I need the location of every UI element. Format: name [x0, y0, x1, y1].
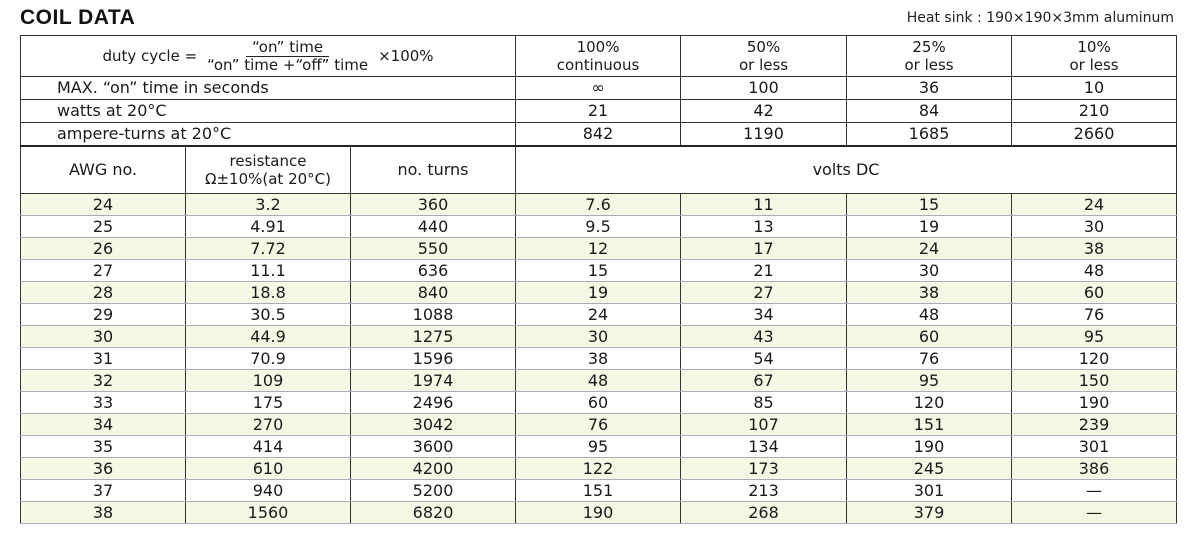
volts-10-cell: — [1012, 480, 1177, 502]
spec-value: 100 [681, 77, 847, 100]
spec-label: watts at 20°C [21, 100, 516, 123]
volts-25-cell: 301 [847, 480, 1012, 502]
volts-25-cell: 379 [847, 502, 1012, 524]
volts-dc-header: volts DC [516, 146, 1177, 194]
spec-value: 2660 [1012, 123, 1177, 147]
duty-column-100: 100% continuous [516, 36, 681, 77]
turns-cell: 2496 [351, 392, 516, 414]
spec-row-ampere-turns [21, 123, 1177, 147]
volts-25-cell: 245 [847, 458, 1012, 480]
awg-cell: 27 [21, 260, 186, 282]
resistance-cell: 18.8 [186, 282, 351, 304]
table-row [21, 238, 1177, 260]
volts-10-cell: 76 [1012, 304, 1177, 326]
turns-cell: 440 [351, 216, 516, 238]
awg-header: AWG no. [21, 146, 186, 194]
volts-10-cell: 150 [1012, 370, 1177, 392]
resistance-cell: 414 [186, 436, 351, 458]
volts-50-cell: 268 [681, 502, 847, 524]
volts-25-cell: 15 [847, 194, 1012, 216]
volts-100-cell: 15 [516, 260, 681, 282]
table-row [21, 326, 1177, 348]
spec-value: 1685 [847, 123, 1012, 147]
spec-row-watts [21, 100, 1177, 123]
volts-50-cell: 17 [681, 238, 847, 260]
awg-cell: 24 [21, 194, 186, 216]
volts-10-cell: 60 [1012, 282, 1177, 304]
table-row [21, 392, 1177, 414]
volts-25-cell: 60 [847, 326, 1012, 348]
volts-10-cell: 301 [1012, 436, 1177, 458]
page-title: COIL DATA [20, 6, 136, 29]
volts-100-cell: 122 [516, 458, 681, 480]
turns-cell: 1275 [351, 326, 516, 348]
heat-sink-note: Heat sink : 190×190×3mm aluminum [906, 10, 1174, 26]
volts-100-cell: 190 [516, 502, 681, 524]
volts-25-cell: 24 [847, 238, 1012, 260]
volts-50-cell: 107 [681, 414, 847, 436]
volts-10-cell: — [1012, 502, 1177, 524]
volts-25-cell: 190 [847, 436, 1012, 458]
volts-100-cell: 24 [516, 304, 681, 326]
volts-100-cell: 60 [516, 392, 681, 414]
spec-label: MAX. “on” time in seconds [21, 77, 516, 100]
volts-10-cell: 190 [1012, 392, 1177, 414]
volts-25-cell: 151 [847, 414, 1012, 436]
volts-50-cell: 11 [681, 194, 847, 216]
volts-100-cell: 151 [516, 480, 681, 502]
volts-50-cell: 173 [681, 458, 847, 480]
spec-value: 210 [1012, 100, 1177, 123]
table-row [21, 502, 1177, 524]
volts-100-cell: 38 [516, 348, 681, 370]
spec-value: ∞ [516, 77, 681, 100]
duty-column-25: 25% or less [847, 36, 1012, 77]
turns-cell: 1974 [351, 370, 516, 392]
volts-25-cell: 76 [847, 348, 1012, 370]
awg-cell: 30 [21, 326, 186, 348]
volts-50-cell: 54 [681, 348, 847, 370]
volts-100-cell: 76 [516, 414, 681, 436]
volts-50-cell: 43 [681, 326, 847, 348]
turns-cell: 360 [351, 194, 516, 216]
duty-column-50: 50% or less [681, 36, 847, 77]
resistance-cell: 940 [186, 480, 351, 502]
turns-cell: 840 [351, 282, 516, 304]
volts-100-cell: 12 [516, 238, 681, 260]
awg-cell: 34 [21, 414, 186, 436]
table-row [21, 282, 1177, 304]
volts-50-cell: 134 [681, 436, 847, 458]
volts-10-cell: 239 [1012, 414, 1177, 436]
volts-25-cell: 38 [847, 282, 1012, 304]
turns-cell: 3600 [351, 436, 516, 458]
spec-value: 42 [681, 100, 847, 123]
volts-10-cell: 95 [1012, 326, 1177, 348]
duty-cycle-header-row [21, 36, 1177, 77]
resistance-cell: 70.9 [186, 348, 351, 370]
volts-50-cell: 21 [681, 260, 847, 282]
spec-value: 36 [847, 77, 1012, 100]
resistance-cell: 30.5 [186, 304, 351, 326]
turns-cell: 3042 [351, 414, 516, 436]
turns-cell: 1596 [351, 348, 516, 370]
awg-cell: 25 [21, 216, 186, 238]
volts-10-cell: 38 [1012, 238, 1177, 260]
volts-25-cell: 95 [847, 370, 1012, 392]
volts-25-cell: 48 [847, 304, 1012, 326]
resistance-cell: 11.1 [186, 260, 351, 282]
table-row [21, 458, 1177, 480]
formula-denominator: “on” time +“off” time [207, 55, 369, 74]
resistance-cell: 175 [186, 392, 351, 414]
turns-header: no. turns [351, 146, 516, 194]
volts-50-cell: 85 [681, 392, 847, 414]
resistance-cell: 270 [186, 414, 351, 436]
table-row [21, 194, 1177, 216]
volts-50-cell: 27 [681, 282, 847, 304]
awg-cell: 31 [21, 348, 186, 370]
resistance-cell: 3.2 [186, 194, 351, 216]
volts-50-cell: 213 [681, 480, 847, 502]
awg-cell: 38 [21, 502, 186, 524]
volts-100-cell: 19 [516, 282, 681, 304]
volts-25-cell: 120 [847, 392, 1012, 414]
table-row [21, 436, 1177, 458]
formula-suffix: ×100% [378, 47, 434, 65]
table-row [21, 216, 1177, 238]
volts-100-cell: 7.6 [516, 194, 681, 216]
table-row [21, 348, 1177, 370]
table-row [21, 480, 1177, 502]
table-row [21, 414, 1177, 436]
table-row [21, 304, 1177, 326]
resistance-cell: 44.9 [186, 326, 351, 348]
resistance-cell: 610 [186, 458, 351, 480]
resistance-cell: 7.72 [186, 238, 351, 260]
volts-100-cell: 95 [516, 436, 681, 458]
awg-cell: 29 [21, 304, 186, 326]
spec-value: 21 [516, 100, 681, 123]
spec-label: ampere-turns at 20°C [21, 123, 516, 147]
turns-cell: 1088 [351, 304, 516, 326]
spec-value: 842 [516, 123, 681, 147]
spec-value: 1190 [681, 123, 847, 147]
formula-numerator: “on” time [246, 40, 329, 57]
awg-cell: 33 [21, 392, 186, 414]
resistance-cell: 1560 [186, 502, 351, 524]
volts-10-cell: 386 [1012, 458, 1177, 480]
volts-50-cell: 67 [681, 370, 847, 392]
awg-cell: 32 [21, 370, 186, 392]
turns-cell: 636 [351, 260, 516, 282]
spec-row-max-on-time [21, 77, 1177, 100]
volts-100-cell: 9.5 [516, 216, 681, 238]
table-row [21, 260, 1177, 282]
volts-10-cell: 48 [1012, 260, 1177, 282]
volts-100-cell: 48 [516, 370, 681, 392]
turns-cell: 6820 [351, 502, 516, 524]
volts-10-cell: 24 [1012, 194, 1177, 216]
formula-prefix: duty cycle = [102, 47, 198, 65]
turns-cell: 550 [351, 238, 516, 260]
awg-cell: 37 [21, 480, 186, 502]
table-row [21, 370, 1177, 392]
volts-25-cell: 30 [847, 260, 1012, 282]
volts-50-cell: 13 [681, 216, 847, 238]
duty-column-10: 10% or less [1012, 36, 1177, 77]
awg-cell: 26 [21, 238, 186, 260]
awg-cell: 36 [21, 458, 186, 480]
resistance-cell: 4.91 [186, 216, 351, 238]
volts-25-cell: 19 [847, 216, 1012, 238]
volts-100-cell: 30 [516, 326, 681, 348]
spec-value: 84 [847, 100, 1012, 123]
resistance-header: resistance Ω±10%(at 20°C) [186, 146, 351, 194]
turns-cell: 4200 [351, 458, 516, 480]
awg-cell: 35 [21, 436, 186, 458]
duty-cycle-formula [21, 36, 516, 77]
awg-cell: 28 [21, 282, 186, 304]
column-header-row [21, 146, 1177, 194]
turns-cell: 5200 [351, 480, 516, 502]
volts-50-cell: 34 [681, 304, 847, 326]
resistance-cell: 109 [186, 370, 351, 392]
coil-data-table [20, 35, 1177, 524]
formula-fraction [201, 37, 374, 74]
spec-value: 10 [1012, 77, 1177, 100]
volts-10-cell: 120 [1012, 348, 1177, 370]
volts-10-cell: 30 [1012, 216, 1177, 238]
